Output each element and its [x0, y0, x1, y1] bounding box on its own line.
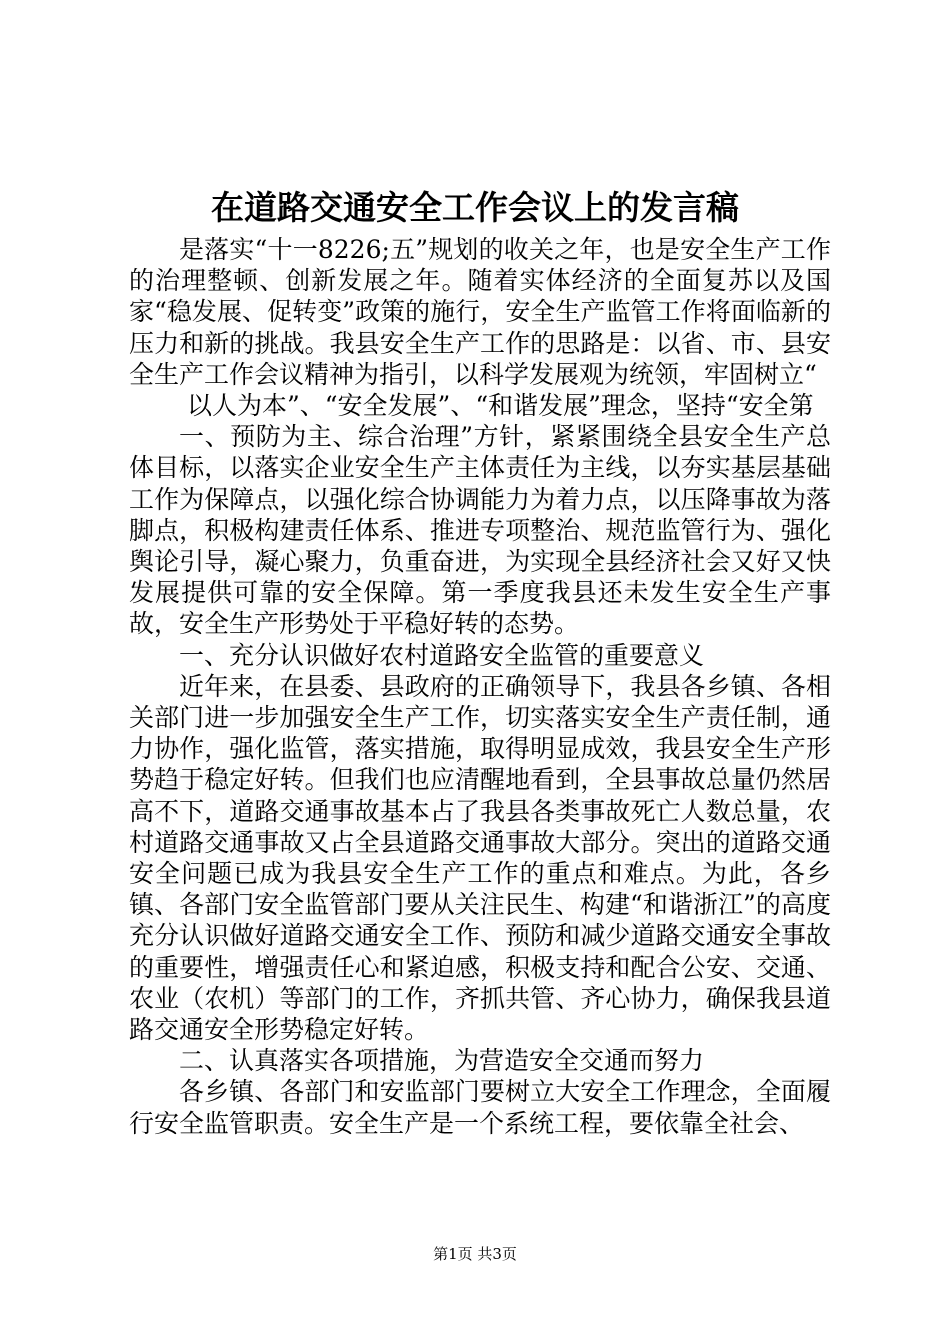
paragraph-policy: 一、预防为主、综合治理”方针，紧紧围绕全县安全生产总体目标，以落实企业安全生产主体责任为主线，以夯实基层基础工作为保障点，以强化综合协调能力为着力点，以压降事故为落脚点，积极构建责任体系、推进专项整治、规范监管行为、强化舆论引导，凝心聚力，负重奋进，为实现全县经济社会又好又快发展提供可靠的安全保障。第一季度我县还未发生安全生产事故，安全生产形势处于平稳好转的态势。	[129, 422, 831, 639]
document-body	[129, 234, 831, 1139]
section-heading-1: 一、充分认识做好农村道路安全监管的重要意义	[179, 640, 705, 670]
paragraph-intro: 是落实“十一8226;五”规划的收关之年，也是安全生产工作的治理整顿、创新发展之年。随着实体经济的全面复苏以及国家“稳发展、促转变”政策的施行，安全生产监管工作将面临新的压力和新的挑战。我县安全生产工作的思路是：以省、市、县安全生产工作会议精神为指引，以科学发展观为统领，牢固树立“	[129, 235, 831, 389]
document-title: 在道路交通安全工作会议上的发言稿	[211, 188, 739, 227]
section-heading-2: 二、认真落实各项措施，为营造安全交通而努力	[179, 1046, 705, 1076]
paragraph-section-1: 近年来，在县委、县政府的正确领导下，我县各乡镇、各相关部门进一步加强安全生产工作，切实落实安全生产责任制，通力协作，强化监管，落实措施，取得明显成效，我县安全生产形势趋于稳定好转。但我们也应清醒地看到，全县事故总量仍然居高不下，道路交通事故基本占了我县各类事故死亡人数总量，农村道路交通事故又占全县道路交通事故大部分。突出的道路交通安全问题已成为我县安全生产工作的重点和难点。为此，各乡镇、各部门安全监管部门要从关注民生、构建“和谐浙江”的高度充分认识做好道路交通安全工作、预防和减少道路交通安全事故的重要性，增强责任心和紧迫感，积极支持和配合公安、交通、农业（农机）等部门的工作，齐抓共管、齐心协力，确保我县道路交通安全形势稳定好转。	[129, 671, 831, 1045]
paragraph-section-2: 各乡镇、各部门和安监部门要树立大安全工作理念，全面履行安全监管职责。安全生产是一个系统工程，要依靠全社会、	[129, 1077, 831, 1138]
page-footer: 第1页 共3页	[433, 1245, 517, 1263]
paragraph-concepts: 以人为本”、“安全发展”、“和谐发展”理念，坚持“安全第	[187, 391, 814, 421]
